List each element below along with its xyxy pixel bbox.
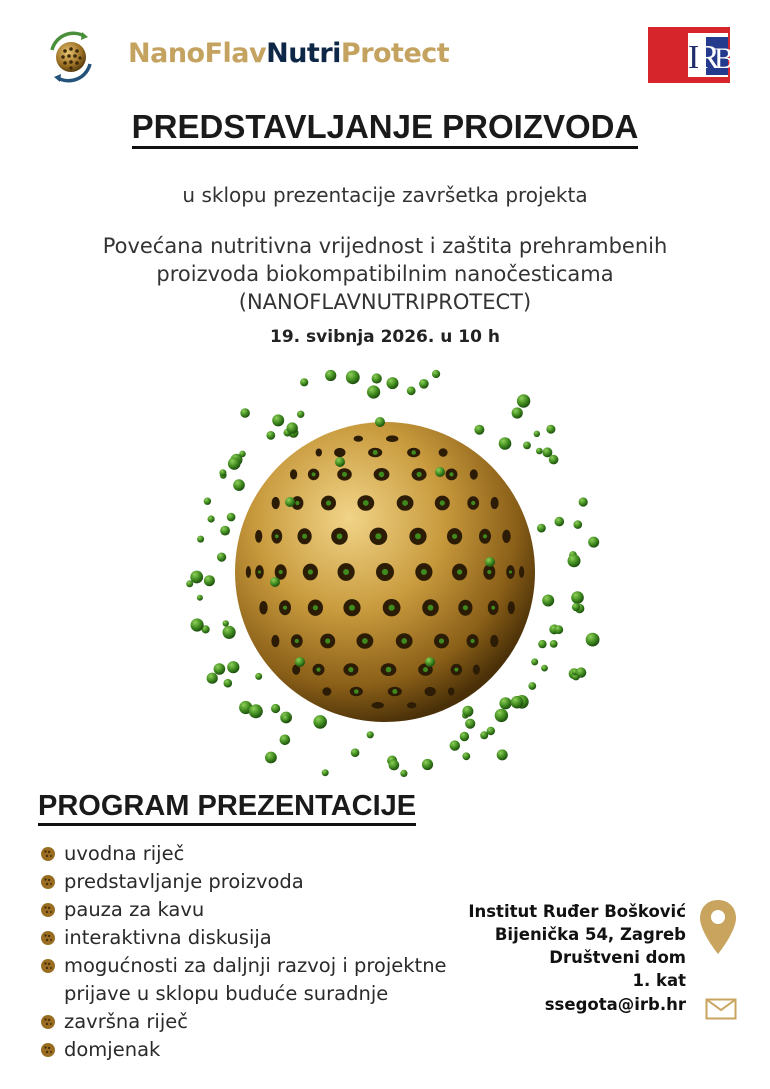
pore (354, 436, 363, 442)
green-particle (571, 591, 584, 604)
sphere-bullet-icon (40, 1014, 56, 1030)
list-item (40, 924, 510, 952)
green-particle (549, 455, 559, 465)
pore-particle (509, 571, 512, 574)
green-particle (465, 719, 475, 729)
green-particle (228, 457, 241, 470)
pore (322, 687, 331, 696)
pore (334, 448, 345, 457)
pore-particle (382, 569, 388, 575)
pore-particle (401, 638, 407, 644)
pore (502, 530, 510, 543)
pore-particle (440, 500, 445, 505)
project-name-line-1: Povećana nutritivna vrijednost i zaštita prehrambenih (102, 234, 668, 258)
green-particle (239, 451, 246, 458)
list-item (40, 1008, 510, 1036)
pore (271, 635, 279, 647)
green-particle (313, 715, 327, 729)
pore-particle (325, 638, 330, 643)
pore-particle (471, 639, 475, 643)
pore-particle (354, 689, 359, 694)
green-particle (191, 618, 204, 631)
green-particle (351, 748, 360, 757)
green-particle (300, 378, 308, 386)
green-particle (367, 385, 380, 398)
green-particle (485, 557, 495, 567)
green-particle (462, 706, 473, 717)
green-particle (207, 673, 218, 684)
green-particle (554, 625, 563, 634)
pore-particle (487, 570, 491, 574)
pore-particle (423, 667, 428, 672)
pore-particle (362, 638, 368, 644)
list-item (40, 868, 510, 896)
pore-particle (313, 605, 318, 610)
list-item-label: mogućnosti za daljnji razvoj i projektne prijave u sklopu buduće suradnje (64, 954, 447, 1005)
pore-particle (452, 534, 457, 539)
green-particle (572, 603, 580, 611)
project-brand-name (128, 38, 449, 69)
subtitle: u sklopu prezentacije završetka projekta (182, 183, 588, 207)
green-particle (450, 740, 460, 750)
page-title-text: PREDSTAVLJANJE PROIZVODA (132, 108, 639, 149)
green-particle (495, 709, 508, 722)
pore-particle (428, 605, 434, 611)
green-particle (432, 370, 440, 378)
pore (290, 469, 297, 479)
pore (255, 530, 262, 543)
green-particle (542, 595, 554, 607)
pore-particle (343, 569, 349, 575)
pore-particle (275, 534, 279, 538)
green-particle (579, 497, 588, 506)
address-institute: Institut Ruđer Bošković (468, 902, 686, 921)
green-particle (217, 553, 226, 562)
green-particle (271, 704, 280, 713)
green-particle (387, 377, 399, 389)
list-item-label: interaktivna diskusija (64, 926, 272, 949)
green-particle (227, 513, 236, 522)
green-particle (546, 425, 555, 434)
list-item-label: domjenak (64, 1038, 161, 1061)
green-particle (541, 665, 548, 672)
sphere-bullet-icon (40, 1042, 56, 1058)
pore-particle (402, 500, 408, 506)
svg-text:B: B (714, 42, 735, 75)
brand-part-protect: Protect (340, 38, 450, 69)
pore-particle (392, 689, 397, 694)
pore (386, 435, 398, 442)
green-particle (197, 595, 203, 601)
green-particle (534, 431, 540, 437)
pore (491, 497, 499, 509)
pore-particle (449, 472, 453, 476)
pore-particle (283, 606, 287, 610)
pore (272, 497, 280, 509)
pore-particle (454, 668, 458, 672)
green-particle (224, 679, 233, 688)
green-particle (204, 498, 211, 505)
list-item-label: uvodna riječ (64, 842, 185, 865)
green-particle (497, 749, 508, 760)
sphere-bullet-icon (40, 846, 56, 862)
envelope-icon (705, 998, 737, 1020)
green-particle (233, 479, 245, 491)
list-item-label: pauza za kavu (64, 898, 205, 921)
pore (407, 702, 416, 708)
green-particle (208, 515, 215, 522)
pore-particle (302, 534, 307, 539)
green-particle (297, 411, 304, 418)
green-particle (517, 394, 530, 407)
svg-text:R: R (697, 39, 720, 76)
pore (316, 449, 322, 457)
pore-particle (491, 606, 495, 610)
address-building: Društveni dom (549, 948, 686, 967)
green-particle (223, 626, 236, 639)
sphere-bullet-icon (40, 902, 56, 918)
green-particle (555, 517, 565, 527)
green-particle (372, 373, 382, 383)
pore-particle (363, 500, 369, 506)
green-particle (240, 408, 250, 418)
pore-particle (483, 534, 487, 538)
pore-particle (389, 605, 395, 611)
address-street: Bijenička 54, Zagreb (494, 925, 686, 944)
pore (490, 635, 498, 647)
pore (473, 665, 480, 675)
program-list (40, 840, 510, 1064)
green-particle (460, 732, 469, 741)
green-particle (537, 524, 546, 533)
pore-particle (349, 605, 355, 611)
pore (425, 687, 436, 696)
green-particle (249, 704, 263, 718)
brand-part-nanoflav: NanoFlav (128, 38, 267, 69)
event-date: 19. svibnja 2026. u 10 h (270, 327, 500, 347)
pore-particle (312, 472, 316, 476)
green-particle (322, 769, 329, 776)
pore-particle (326, 500, 331, 505)
pore (246, 566, 251, 578)
pore-particle (417, 472, 422, 477)
pore (372, 702, 384, 709)
pore-particle (457, 569, 462, 574)
green-particle (435, 467, 445, 477)
pore-particle (463, 605, 468, 610)
pore (519, 566, 524, 578)
pore-particle (337, 533, 343, 539)
green-particle (511, 696, 524, 709)
green-particle (282, 715, 290, 723)
green-particle (367, 731, 374, 738)
pore-particle (386, 667, 392, 673)
pore (448, 688, 454, 696)
pore-particle (375, 533, 381, 539)
nanoparticle-logo-icon (44, 30, 98, 84)
green-particle (576, 667, 586, 677)
brand-part-nutri: Nutri (266, 38, 341, 69)
pore (259, 601, 267, 614)
contact-email[interactable]: ssegota@irb.hr (544, 995, 686, 1014)
pore-particle (258, 571, 261, 574)
green-particle (462, 752, 470, 760)
green-particle (220, 526, 230, 536)
pore-particle (373, 450, 378, 455)
list-item (40, 896, 510, 924)
pore (508, 601, 515, 614)
green-particle (528, 682, 536, 690)
green-particle (285, 497, 295, 507)
irb-logo (648, 27, 735, 83)
green-particle (280, 735, 291, 746)
list-item-label: završna riječ (64, 1010, 188, 1033)
pore-particle (295, 501, 299, 505)
green-particle (568, 554, 581, 567)
pore-particle (471, 501, 475, 505)
green-particle (389, 760, 400, 771)
green-particle (499, 697, 511, 709)
pore-particle (342, 472, 347, 477)
green-particle (536, 448, 543, 455)
page-title (0, 108, 770, 146)
location-pin-icon (698, 898, 738, 956)
green-particle (574, 520, 583, 529)
green-particle (255, 673, 262, 680)
green-particle (325, 370, 336, 381)
project-name (40, 232, 730, 316)
green-particle (272, 414, 284, 426)
pore-particle (439, 638, 444, 643)
green-particle (204, 575, 215, 586)
address-floor: 1. kat (632, 971, 686, 990)
green-particle (422, 759, 433, 770)
pore-particle (316, 668, 320, 672)
green-particle (425, 657, 435, 667)
pore-particle (421, 569, 427, 575)
program-title-text: PROGRAM PREZENTACIJE (38, 790, 416, 826)
sphere-bullet-icon (40, 874, 56, 890)
green-particle (586, 633, 600, 647)
pore-particle (411, 450, 416, 455)
list-item-label: predstavljanje proizvoda (64, 870, 304, 893)
pore-particle (379, 472, 385, 478)
green-particle (531, 658, 538, 665)
pore-particle (348, 667, 353, 672)
green-particle (499, 437, 512, 450)
green-particle (287, 422, 298, 433)
green-particle (523, 442, 531, 450)
green-particle (419, 379, 429, 389)
sphere-bullet-icon (40, 930, 56, 946)
pore-particle (295, 639, 299, 643)
green-particle (375, 417, 385, 427)
green-particle (407, 386, 416, 395)
green-particle (265, 752, 277, 764)
green-particle (474, 425, 484, 435)
event-address (468, 900, 686, 992)
green-particle (266, 431, 275, 440)
green-particle (223, 620, 229, 626)
list-item (40, 840, 510, 868)
pore-particle (415, 533, 421, 539)
list-item (40, 952, 510, 1008)
green-particle (588, 537, 599, 548)
pore (470, 469, 478, 479)
green-particle (270, 577, 280, 587)
nanoparticle-illustration (180, 362, 600, 782)
green-particle (512, 407, 523, 418)
green-particle (335, 457, 345, 467)
green-particle (197, 536, 204, 543)
green-particle (346, 370, 360, 384)
green-particle (487, 727, 495, 735)
green-particle (400, 770, 407, 777)
green-particle (295, 657, 305, 667)
pore-particle (308, 569, 313, 574)
project-name-line-3: (NANOFLAVNUTRIPROTECT) (238, 290, 532, 314)
program-title (38, 790, 416, 823)
svg-text:I: I (688, 39, 700, 76)
pore-particle (279, 570, 283, 574)
green-particle (219, 469, 226, 476)
green-particle (214, 663, 226, 675)
green-particle (538, 640, 546, 648)
project-name-line-2: proizvoda biokompatibilnim nanočesticama (156, 262, 614, 286)
list-item (40, 1036, 510, 1064)
green-particle (227, 661, 239, 673)
green-particle (550, 640, 558, 648)
sphere-bullet-icon (40, 958, 56, 974)
pore (439, 448, 448, 457)
green-particle (190, 571, 203, 584)
